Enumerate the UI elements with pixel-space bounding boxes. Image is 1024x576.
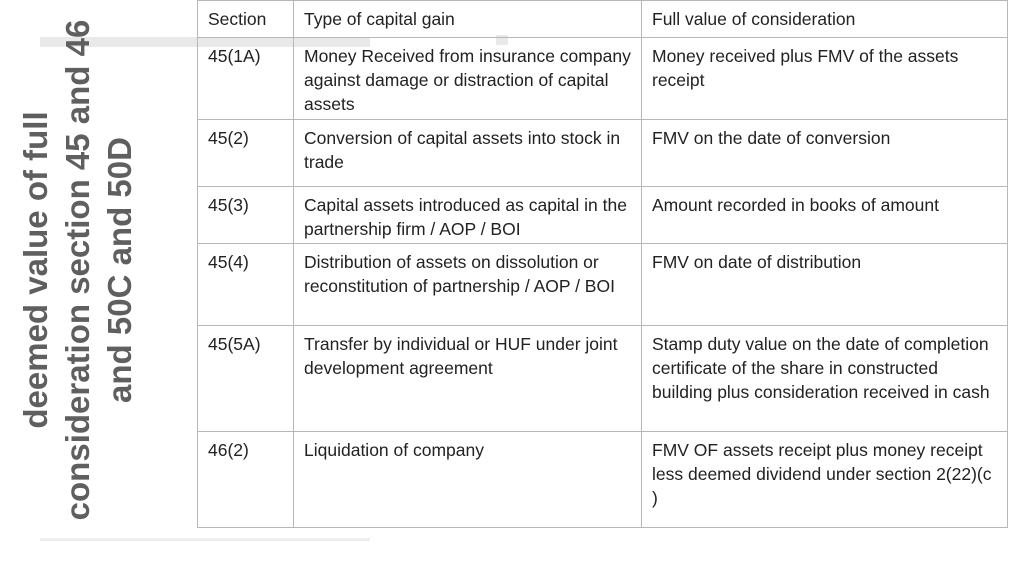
header-full-value-of-consideration: Full value of consideration [642,1,1008,38]
cell-type: Conversion of capital assets into stock in trade [294,120,642,187]
table-row [198,326,1008,432]
cell-section: 45(3) [198,187,294,244]
cell-type: Liquidation of company [294,432,642,528]
decorative-band-bottom [40,538,370,541]
cell-section: 45(2) [198,120,294,187]
cell-consideration: Stamp duty value on the date of completion certificate of the share in constructed building plus consideration received in cash [642,326,1008,432]
cell-section: 45(4) [198,244,294,326]
cell-consideration: FMV OF assets receipt plus money receipt less deemed dividend under section 2(22)(c ) [642,432,1008,528]
cell-section: 45(1A) [198,38,294,120]
cell-type: Transfer by individual or HUF under joint development agreement [294,326,642,432]
cell-type: Money Received from insurance company against damage or distraction of capital assets [294,38,642,120]
cell-section: 46(2) [198,432,294,528]
header-section: Section [198,1,294,38]
table-row [198,38,1008,120]
table-row [198,244,1008,326]
table-row [198,187,1008,244]
cell-consideration: Money received plus FMV of the assets receipt [642,38,1008,120]
cell-consideration: Amount recorded in books of amount [642,187,1008,244]
capital-gain-table [197,0,1008,528]
cell-consideration: FMV on the date of conversion [642,120,1008,187]
cell-type: Capital assets introduced as capital in the partnership firm / AOP / BOI [294,187,642,244]
slide-title: deemed value of full consideration section 45 and 46 and 50C and 50D [17,19,138,521]
header-type-of-capital-gain: Type of capital gain [294,1,642,38]
cell-type: Distribution of assets on dissolution or reconstitution of partnership / AOP / BOI [294,244,642,326]
table-row [198,120,1008,187]
table-header-row [198,1,1008,38]
table-row [198,432,1008,528]
cell-consideration: FMV on date of distribution [642,244,1008,326]
cell-section: 45(5A) [198,326,294,432]
